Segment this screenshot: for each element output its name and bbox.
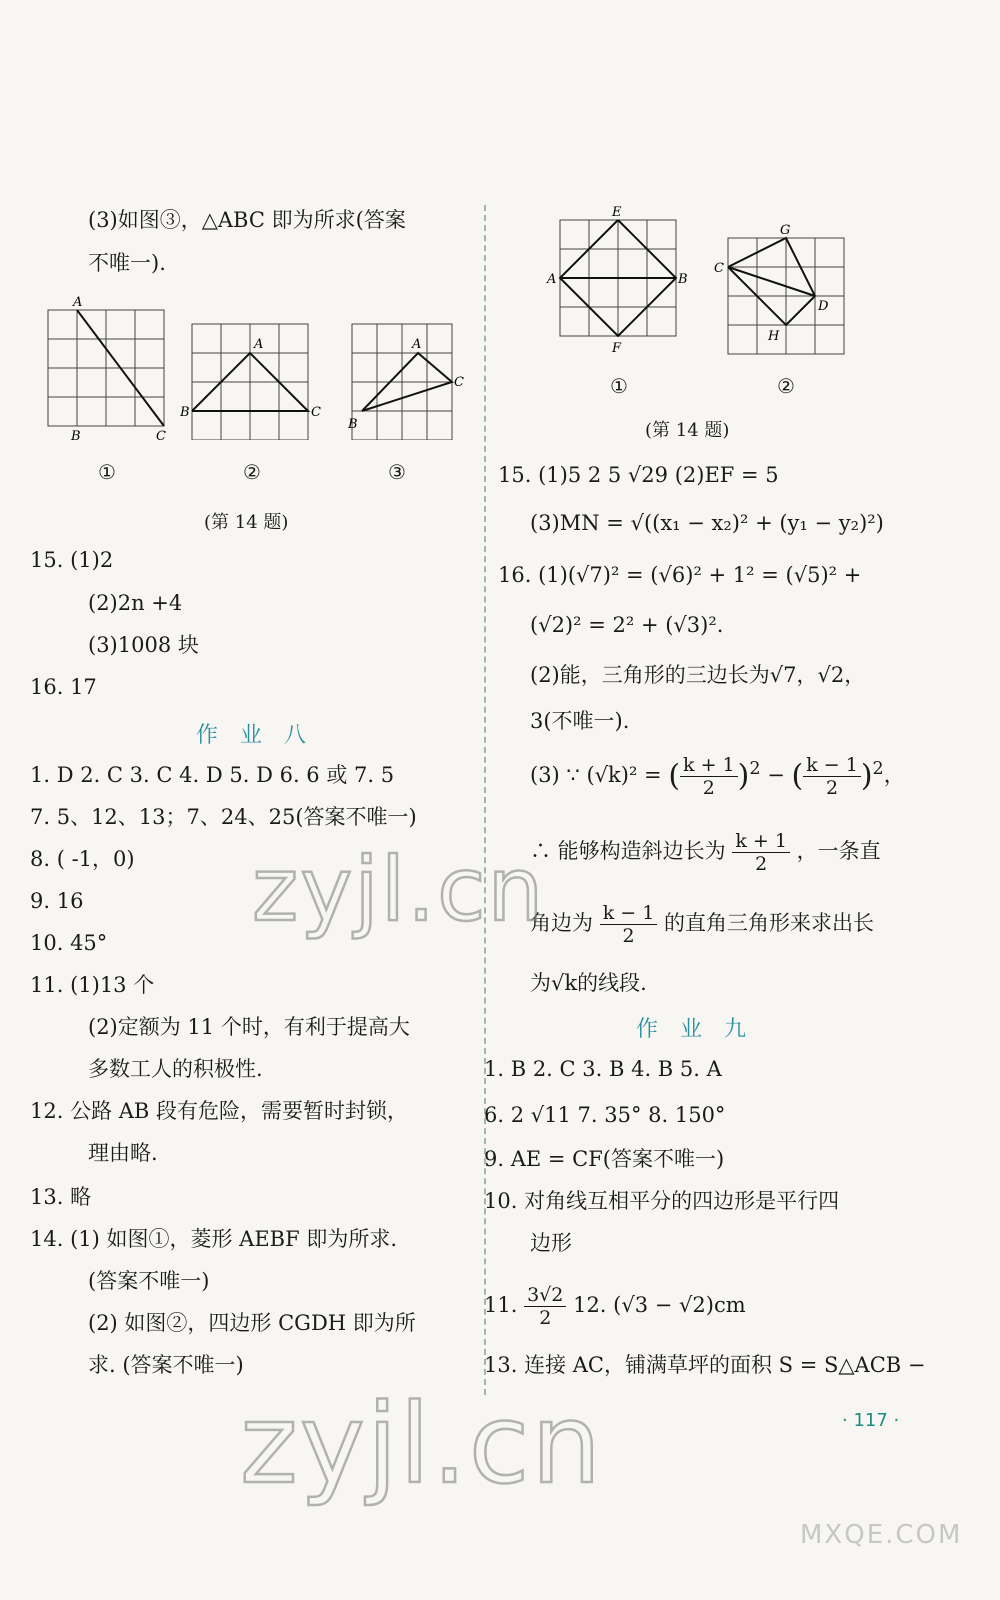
r16e-pre: (3) ∵ (√k)² = xyxy=(530,763,662,787)
r-answer-16-2: (2)能，三角形的三边长为√7，√2， xyxy=(530,663,866,687)
section-heading-9: 作业九 xyxy=(636,1017,769,1042)
r-answer-16-3: (3) ∵ (√k)² = ( $\frac{k + 1}{2}$ )$^2$ − ( $\frac{k - 1}{2}$ )$^2$， xyxy=(530,754,905,799)
watermark-zyjl-1: zyjl.cn xyxy=(252,838,546,941)
grid-figure-3 xyxy=(340,316,470,440)
fig2-number: ② xyxy=(243,460,261,484)
r-answer-16-4 xyxy=(530,830,881,875)
r-answer-16-5 xyxy=(530,902,874,947)
b-answer-10: 10. 对角线互相平分的四边形是平行四 xyxy=(484,1189,840,1213)
r-answer-16: 16. (1)(√7)² = (√6)² + 1² = (√5)² + xyxy=(498,563,862,587)
rfig2-label-h: H xyxy=(768,329,780,344)
right-figure-caption: (第 14 题) xyxy=(645,420,730,441)
answer-16: 16. 17 xyxy=(30,675,97,699)
b11-post: 12. (√3 − √2)cm xyxy=(573,1293,746,1317)
b-answers-1-5: 1. B 2. C 3. B 4. B 5. A xyxy=(484,1057,722,1081)
minus-sign: − xyxy=(767,763,785,787)
answers-1-6: 1. D 2. C 3. C 4. D 5. D 6. 6 或 7. 5 xyxy=(30,763,395,787)
answer-13: 13. 略 xyxy=(30,1185,92,1209)
fig3-label-b: B xyxy=(348,417,358,432)
answer-15-3: (3)1008 块 xyxy=(88,633,199,657)
rfig1-label-a: A xyxy=(547,272,557,287)
answer-12-2: 理由略. xyxy=(88,1141,158,1165)
rfig1-label-e: E xyxy=(612,205,622,220)
frac-k-plus-1: $\frac{k + 1}{2}$ xyxy=(680,754,738,799)
b-answer-11-12 xyxy=(484,1284,746,1329)
fig3-label-a: A xyxy=(412,337,422,352)
b-answer-10-2: 边形 xyxy=(530,1231,572,1255)
fig1-label-b: B xyxy=(71,429,81,444)
fig1-number: ① xyxy=(98,460,116,484)
r16f-post: ，一条直 xyxy=(796,839,881,863)
r-answer-16-1b: (√2)² = 2² + (√3)². xyxy=(530,613,724,637)
answer-14-3: (2) 如图②，四边形 CGDH 即为所 xyxy=(88,1311,416,1335)
r-answer-16-6: 为√k的线段. xyxy=(530,971,647,995)
answer-8: 8. ( -1，0) xyxy=(30,847,135,871)
answer-15-2: (2)2n +4 xyxy=(88,591,183,615)
rfig1-number: ① xyxy=(610,374,628,398)
frac-hypotenuse: $\frac{k + 1}{2}$ xyxy=(732,830,790,875)
rfig1-label-f: F xyxy=(612,341,622,356)
rfig1-label-b: B xyxy=(678,272,688,287)
rfig2-number: ② xyxy=(777,374,795,398)
answer-14-2: (答案不唯一) xyxy=(88,1269,210,1293)
fig2-label-a: A xyxy=(254,337,264,352)
r-answer-15-3: (3)MN = √((x₁ − x₂)² + (y₁ − y₂)²) xyxy=(530,511,884,535)
page-number: · 117 · xyxy=(842,1410,900,1431)
rfig2-label-c: C xyxy=(714,261,724,276)
fig2-label-c: C xyxy=(311,405,321,420)
watermark-mxqe: MXQE.COM xyxy=(800,1520,963,1550)
grid-figure-quadrilateral xyxy=(710,218,860,358)
fig1-label-c: C xyxy=(156,429,166,444)
fig1-label-a: A xyxy=(73,295,83,310)
answer-11: 11. (1)13 个 xyxy=(30,973,155,997)
b-answers-6-8: 6. 2 √11 7. 35° 8. 150° xyxy=(484,1103,726,1127)
r16f-pre: ∴ 能够构造斜边长为 xyxy=(530,839,726,863)
answer-10: 10. 45° xyxy=(30,931,108,955)
answer-7: 7. 5、12、13；7、24、25(答案不唯一) xyxy=(30,805,417,829)
answer-14-4: 求. (答案不唯一) xyxy=(88,1353,244,1377)
r-answer-15: 15. (1)5 2 5 √29 (2)EF = 5 xyxy=(498,463,779,487)
r-answer-16-2b: 3(不唯一). xyxy=(530,709,630,733)
frac-leg: $\frac{k - 1}{2}$ xyxy=(600,902,658,947)
b11-pre: 11. xyxy=(484,1293,518,1317)
grid-figure-rhombus xyxy=(540,200,690,360)
grid-figure-2 xyxy=(180,316,330,440)
answer-14: 14. (1) 如图①，菱形 AEBF 即为所求. xyxy=(30,1227,398,1251)
left-figure-caption: (第 14 题) xyxy=(204,512,289,533)
fig3-label-c: C xyxy=(454,375,464,390)
b-answer-13: 13. 连接 AC，铺满草坪的面积 S = S△ACB − xyxy=(484,1353,926,1377)
rfig2-label-d: D xyxy=(818,299,829,314)
frac-3root2-over-2: $\frac{3√2}{2}$ xyxy=(524,1284,566,1329)
left-line-1: (3)如图③，△ABC 即为所求(答案 xyxy=(88,208,406,232)
answer-15: 15. (1)2 xyxy=(30,548,114,572)
watermark-zyjl-2: zyjl.cn xyxy=(240,1380,604,1508)
r16g-pre: 角边为 xyxy=(530,911,593,935)
grid-figure-1 xyxy=(40,290,180,445)
fig3-number: ③ xyxy=(388,460,406,484)
answer-11-3: 多数工人的积极性. xyxy=(88,1057,263,1081)
rfig2-label-g: G xyxy=(780,223,791,238)
fig2-label-b: B xyxy=(180,405,190,420)
answer-9: 9. 16 xyxy=(30,889,84,913)
b-answer-9: 9. AE = CF(答案不唯一) xyxy=(484,1147,725,1171)
frac-k-minus-1: $\frac{k - 1}{2}$ xyxy=(803,754,861,799)
answer-12: 12. 公路 AB 段有危险，需要暂时封锁， xyxy=(30,1099,409,1123)
column-divider xyxy=(484,205,486,1395)
left-line-2: 不唯一). xyxy=(88,251,166,275)
answer-11-2: (2)定额为 11 个时，有利于提高大 xyxy=(88,1015,410,1039)
r16g-post: 的直角三角形来求出长 xyxy=(663,911,874,935)
section-heading-8: 作业八 xyxy=(196,723,329,748)
